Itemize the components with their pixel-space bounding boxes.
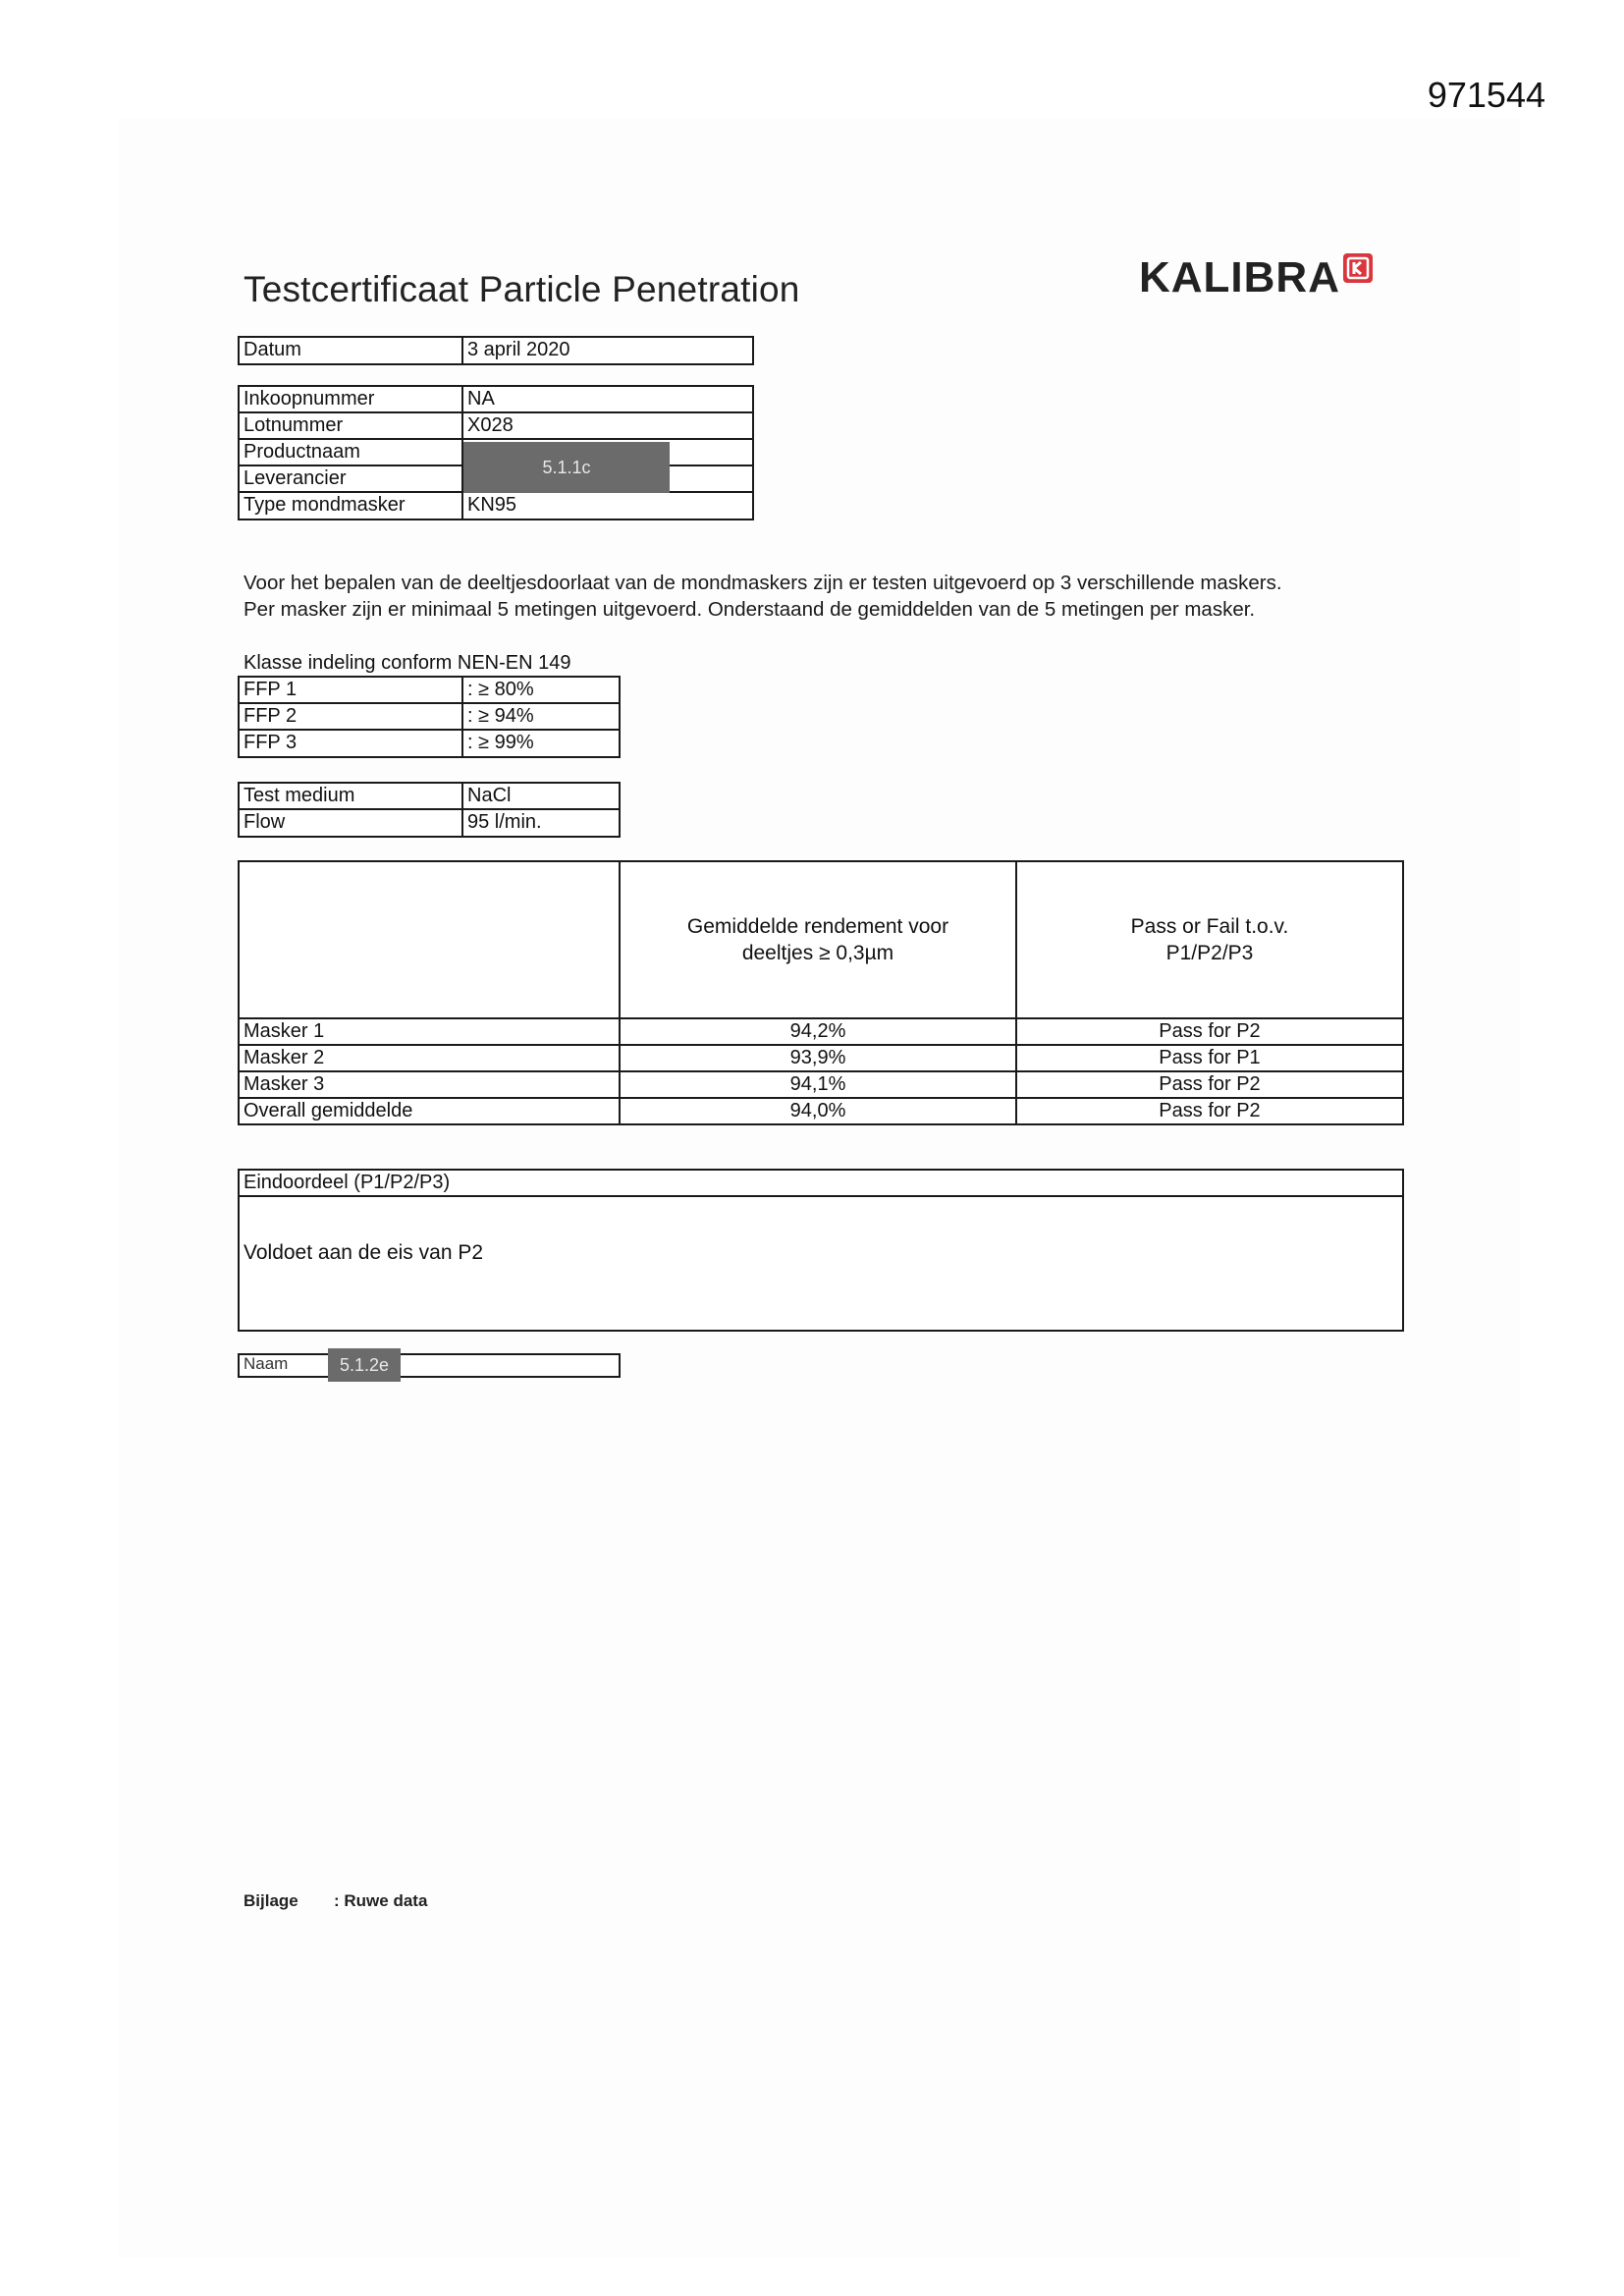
row-result: Pass for P2 [1159,1020,1261,1042]
naam-label: Naam [244,1354,289,1373]
table-row [240,413,752,440]
header-efficiency [621,862,1017,1017]
leverancier-label: Leverancier [240,466,463,491]
test-medium-label: Test medium [240,784,463,808]
ffp3-value: : ≥ 99% [467,732,534,753]
eindoordeel-text: Voldoet aan de eis van P2 [244,1241,484,1264]
kalibra-logo [1139,253,1373,302]
inkoopnummer-label: Inkoopnummer [240,387,463,411]
row-name: Masker 1 [240,1019,621,1044]
header-empty-cell [240,862,621,1017]
klasse-heading: Klasse indeling conform NEN-EN 149 [244,652,571,674]
table-row [240,1046,1402,1072]
naam-field [238,1353,621,1378]
test-medium-value: NaCl [467,785,512,806]
datum-table [238,336,754,365]
datum-value: 3 april 2020 [467,339,570,360]
header-pass-fail-line1: Pass or Fail t.o.v. [1130,915,1289,938]
eindoordeel-heading: Eindoordeel (P1/P2/P3) [240,1171,1402,1197]
table-row [240,731,619,757]
header-pass-fail [1017,862,1402,1017]
row-efficiency: 94,2% [621,1019,1017,1044]
row-name: Masker 2 [240,1046,621,1070]
header-efficiency-line1: Gemiddelde rendement voor [686,915,949,938]
productnaam-label: Productnaam [240,440,463,465]
row-result: Pass for P1 [1159,1047,1261,1068]
table-row [240,784,619,810]
table-row [240,1072,1402,1099]
test-conditions-table [238,782,621,838]
row-efficiency: 94,0% [621,1099,1017,1125]
page-title: Testcertificaat Particle Penetration [244,269,800,309]
table-row [240,810,619,837]
row-name: Overall gemiddelde [240,1099,621,1125]
ffp1-label: FFP 1 [240,678,463,702]
table-row [240,493,752,519]
logo-k-icon [1343,253,1373,283]
flow-label: Flow [240,810,463,837]
intro-line-1: Voor het bepalen van de deeltjesdoorlaat van de mondmaskers zijn er testen uitgevoerd op 3 verschillende maskers. [244,572,1282,594]
flow-value: 95 l/min. [467,811,542,833]
intro-paragraph [244,570,1282,623]
document-number: 971544 [1427,75,1545,115]
inkoopnummer-value: NA [467,388,495,410]
row-efficiency: 94,1% [621,1072,1017,1097]
logo-text: KALIBRA [1139,253,1340,301]
results-table [238,860,1404,1125]
row-name: Masker 3 [240,1072,621,1097]
ffp1-value: : ≥ 80% [467,679,534,700]
results-header [240,862,1402,1019]
table-row [240,704,619,731]
table-row [240,387,752,413]
table-row [240,1019,1402,1046]
eindoordeel-box [238,1169,1404,1332]
type-mondmasker-value: KN95 [467,494,517,516]
row-efficiency: 93,9% [621,1046,1017,1070]
ffp2-label: FFP 2 [240,704,463,729]
lotnummer-label: Lotnummer [240,413,463,438]
row-result: Pass for P2 [1159,1073,1261,1095]
datum-label: Datum [240,338,463,363]
header-pass-fail-line2: P1/P2/P3 [1165,942,1254,964]
table-row [240,678,619,704]
ffp3-label: FFP 3 [240,731,463,757]
bijlage-label: Bijlage [244,1891,298,1910]
row-result: Pass for P2 [1159,1100,1261,1121]
klasse-table [238,676,621,758]
header-efficiency-line2: deeltjes ≥ 0,3µm [741,942,894,964]
ffp2-value: : ≥ 94% [467,705,534,727]
type-mondmasker-label: Type mondmasker [240,493,463,519]
bijlage-value: : Ruwe data [334,1891,428,1910]
lotnummer-value: X028 [467,414,514,436]
table-row [240,1099,1402,1125]
redaction-naam: 5.1.2e [328,1348,401,1382]
redaction-product: 5.1.1c [463,442,670,493]
intro-line-2: Per masker zijn er minimaal 5 metingen uitgevoerd. Onderstaand de gemiddelden van de 5 metingen per masker. [244,598,1256,621]
